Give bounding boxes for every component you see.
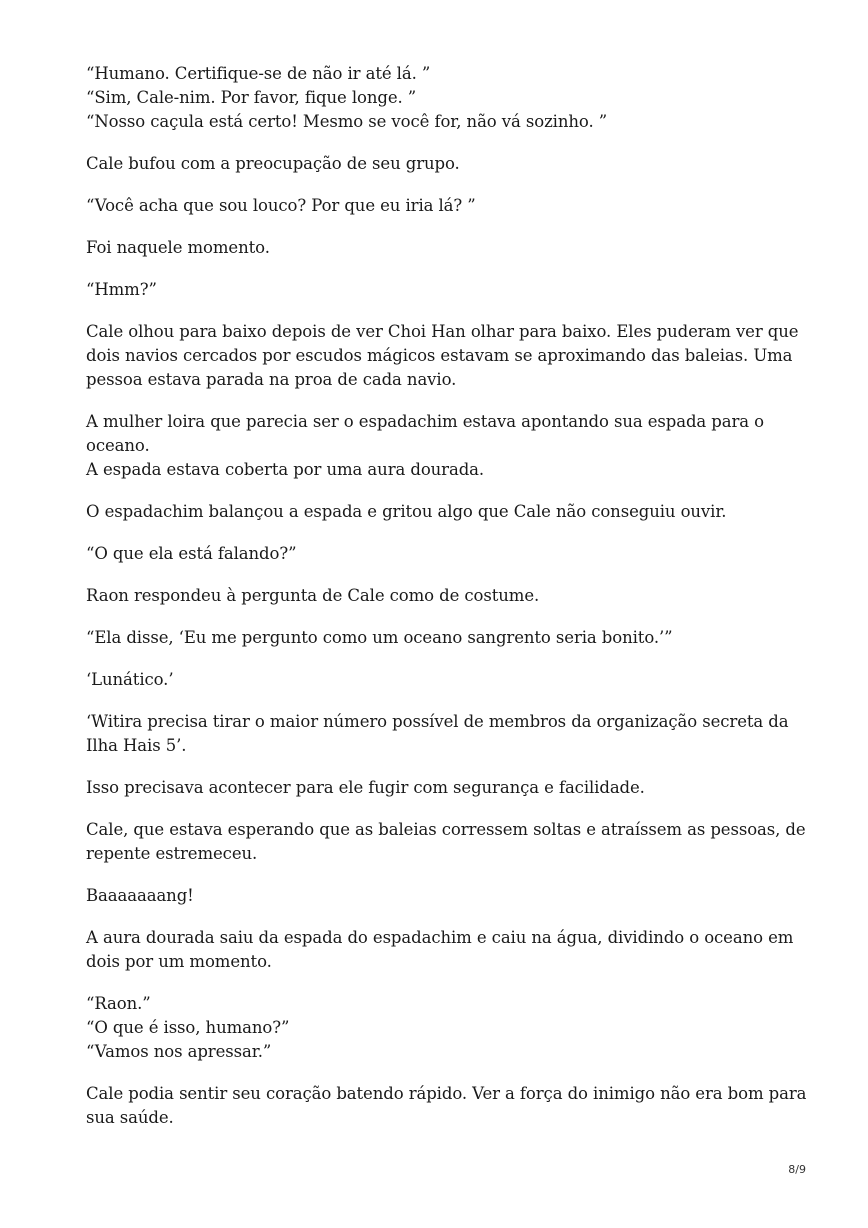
paragraph (86, 626, 786, 650)
text-line: repente estremeceu. (86, 844, 258, 863)
paragraph (86, 410, 786, 482)
text-line: dois navios cercados por escudos mágicos estavam se aproximando das baleias. Uma (86, 346, 793, 365)
paragraph (86, 884, 786, 908)
text-line: “O que é isso, humano?” (86, 1018, 290, 1037)
paragraph (86, 668, 786, 692)
text-line: Ilha Hais 5’. (86, 736, 187, 755)
text-line: Raon respondeu à pergunta de Cale como de costume. (86, 586, 540, 605)
paragraph (86, 542, 786, 566)
text-line: O espadachim balançou a espada e gritou algo que Cale não conseguiu ouvir. (86, 502, 727, 521)
text-line: A espada estava coberta por uma aura dourada. (86, 460, 485, 479)
text-line: “Hmm?” (86, 280, 157, 299)
paragraph (86, 926, 794, 974)
paragraph (86, 278, 786, 302)
paragraph (86, 62, 786, 134)
paragraph (86, 992, 786, 1064)
text-line: Cale olhou para baixo depois de ver Choi Han olhar para baixo. Eles puderam ver que (86, 322, 799, 341)
paragraph (86, 320, 799, 392)
paragraph (86, 236, 786, 260)
text-line: “Você acha que sou louco? Por que eu iria lá? ” (86, 196, 476, 215)
text-line: ‘Lunático.’ (86, 670, 174, 689)
text-line: Isso precisava acontecer para ele fugir com segurança e facilidade. (86, 778, 645, 797)
paragraph (86, 584, 786, 608)
text-line: “Ela disse, ‘Eu me pergunto como um oceano sangrento seria bonito.’” (86, 628, 673, 647)
text-line: Baaaaaaang! (86, 886, 194, 905)
paragraph (86, 194, 786, 218)
paragraph (86, 776, 786, 800)
text-line: “Humano. Certifique-se de não ir até lá. ” (86, 64, 431, 83)
text-line: dois por um momento. (86, 952, 272, 971)
text-line: “Raon.” (86, 994, 151, 1013)
text-line: ‘Witira precisa tirar o maior número possível de membros da organização secreta da (86, 712, 789, 731)
text-line: oceano. (86, 436, 150, 455)
paragraph (86, 500, 786, 524)
text-line: pessoa estava parada na proa de cada navio. (86, 370, 457, 389)
page-number: 8/9 (788, 1163, 806, 1176)
text-line: “Nosso caçula está certo! Mesmo se você for, não vá sozinho. ” (86, 112, 608, 131)
text-line: “Vamos nos apressar.” (86, 1042, 272, 1061)
paragraph (86, 152, 786, 176)
paragraph (86, 710, 789, 758)
text-line: “Sim, Cale-nim. Por favor, fique longe. ” (86, 88, 417, 107)
paragraph (86, 1082, 807, 1130)
text-line: A mulher loira que parecia ser o espadachim estava apontando sua espada para o (86, 412, 765, 431)
text-line: Cale podia sentir seu coração batendo rápido. Ver a força do inimigo não era bom para (86, 1084, 807, 1103)
text-line: Foi naquele momento. (86, 238, 270, 257)
text-line: sua saúde. (86, 1108, 174, 1127)
text-line: A aura dourada saiu da espada do espadachim e caiu na água, dividindo o oceano em (86, 928, 794, 947)
text-line: Cale, que estava esperando que as baleias corressem soltas e atraíssem as pessoas, de (86, 820, 806, 839)
document-body (86, 62, 807, 1148)
text-line: “O que ela está falando?” (86, 544, 297, 563)
text-line: Cale bufou com a preocupação de seu grupo. (86, 154, 460, 173)
paragraph (86, 818, 806, 866)
